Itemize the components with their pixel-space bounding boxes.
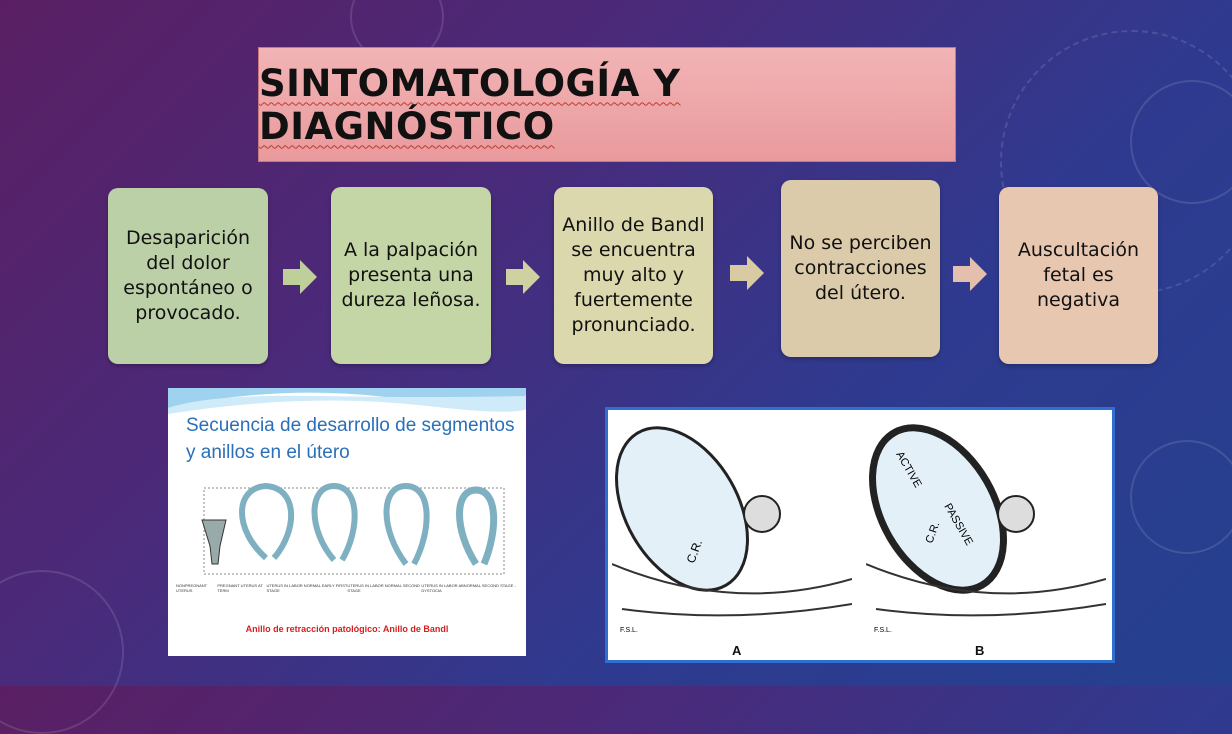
annotation: F.S.L. (874, 627, 892, 634)
decorative-circle (0, 570, 124, 734)
annotation: PASSIVE (941, 501, 975, 548)
process-step-2 (331, 187, 491, 364)
process-step-text: A la palpación presenta una dureza leñosa. (341, 239, 481, 311)
slide-title-box (258, 47, 956, 162)
process-step-5 (999, 187, 1158, 364)
cross-section-image-a (612, 414, 852, 634)
arrow-right-icon (283, 260, 317, 294)
arrow-right-icon (953, 257, 987, 291)
process-step-text: Anillo de Bandl se encuentra muy alto y fuertemente pronunciado. (562, 214, 705, 336)
process-step-1 (108, 188, 268, 364)
process-step-text: Auscultación fetal es negativa (1017, 239, 1140, 311)
sublabel: UTERUS IN LABOR NORMAL SECOND STAGE (347, 583, 420, 593)
annotation: C.R. (683, 537, 706, 566)
sublabel: NONPREGNANT UTERUS (176, 583, 208, 593)
figure-label-b: B (975, 643, 985, 658)
decorative-circle (1130, 440, 1232, 554)
figure-caption: Anillo de retracción patológico: Anillo de Bandl (245, 624, 449, 634)
arrow-right-icon (506, 260, 540, 294)
uterus-segments-figure (168, 388, 526, 656)
process-step-text: Desaparición del dolor espontáneo o provocado. (123, 227, 253, 324)
figure-heading: Secuencia de desarrollo de segmentos y anillos en el útero (186, 415, 515, 463)
arrow-right-icon (730, 256, 764, 290)
process-step-3 (554, 187, 713, 364)
sublabel: PREGNANT UTERUS AT TERM (217, 583, 263, 593)
annotation: F.S.L. (620, 627, 638, 634)
sublabel: UTERUS IN LABOR NORMAL EARLY FIRST STAGE (266, 583, 348, 593)
process-step-text: No se perciben contracciones del útero. (789, 232, 932, 304)
annotation: C.R. (923, 520, 943, 546)
cross-section-image-b (866, 414, 1106, 634)
figure-sublabels (176, 583, 520, 593)
figure-label-a: A (732, 643, 742, 658)
sublabel: UTERUS IN LABOR ABNORMAL SECOND STAGE - DYSTOCIA (421, 583, 516, 593)
process-step-4 (781, 180, 940, 357)
annotation: ACTIVE (893, 449, 924, 490)
slide-title: SINTOMATOLOGÍA Y DIAGNÓSTICO (259, 61, 681, 148)
uterus-cross-section-figure (605, 407, 1115, 663)
uterus-diagram-image (174, 480, 520, 592)
